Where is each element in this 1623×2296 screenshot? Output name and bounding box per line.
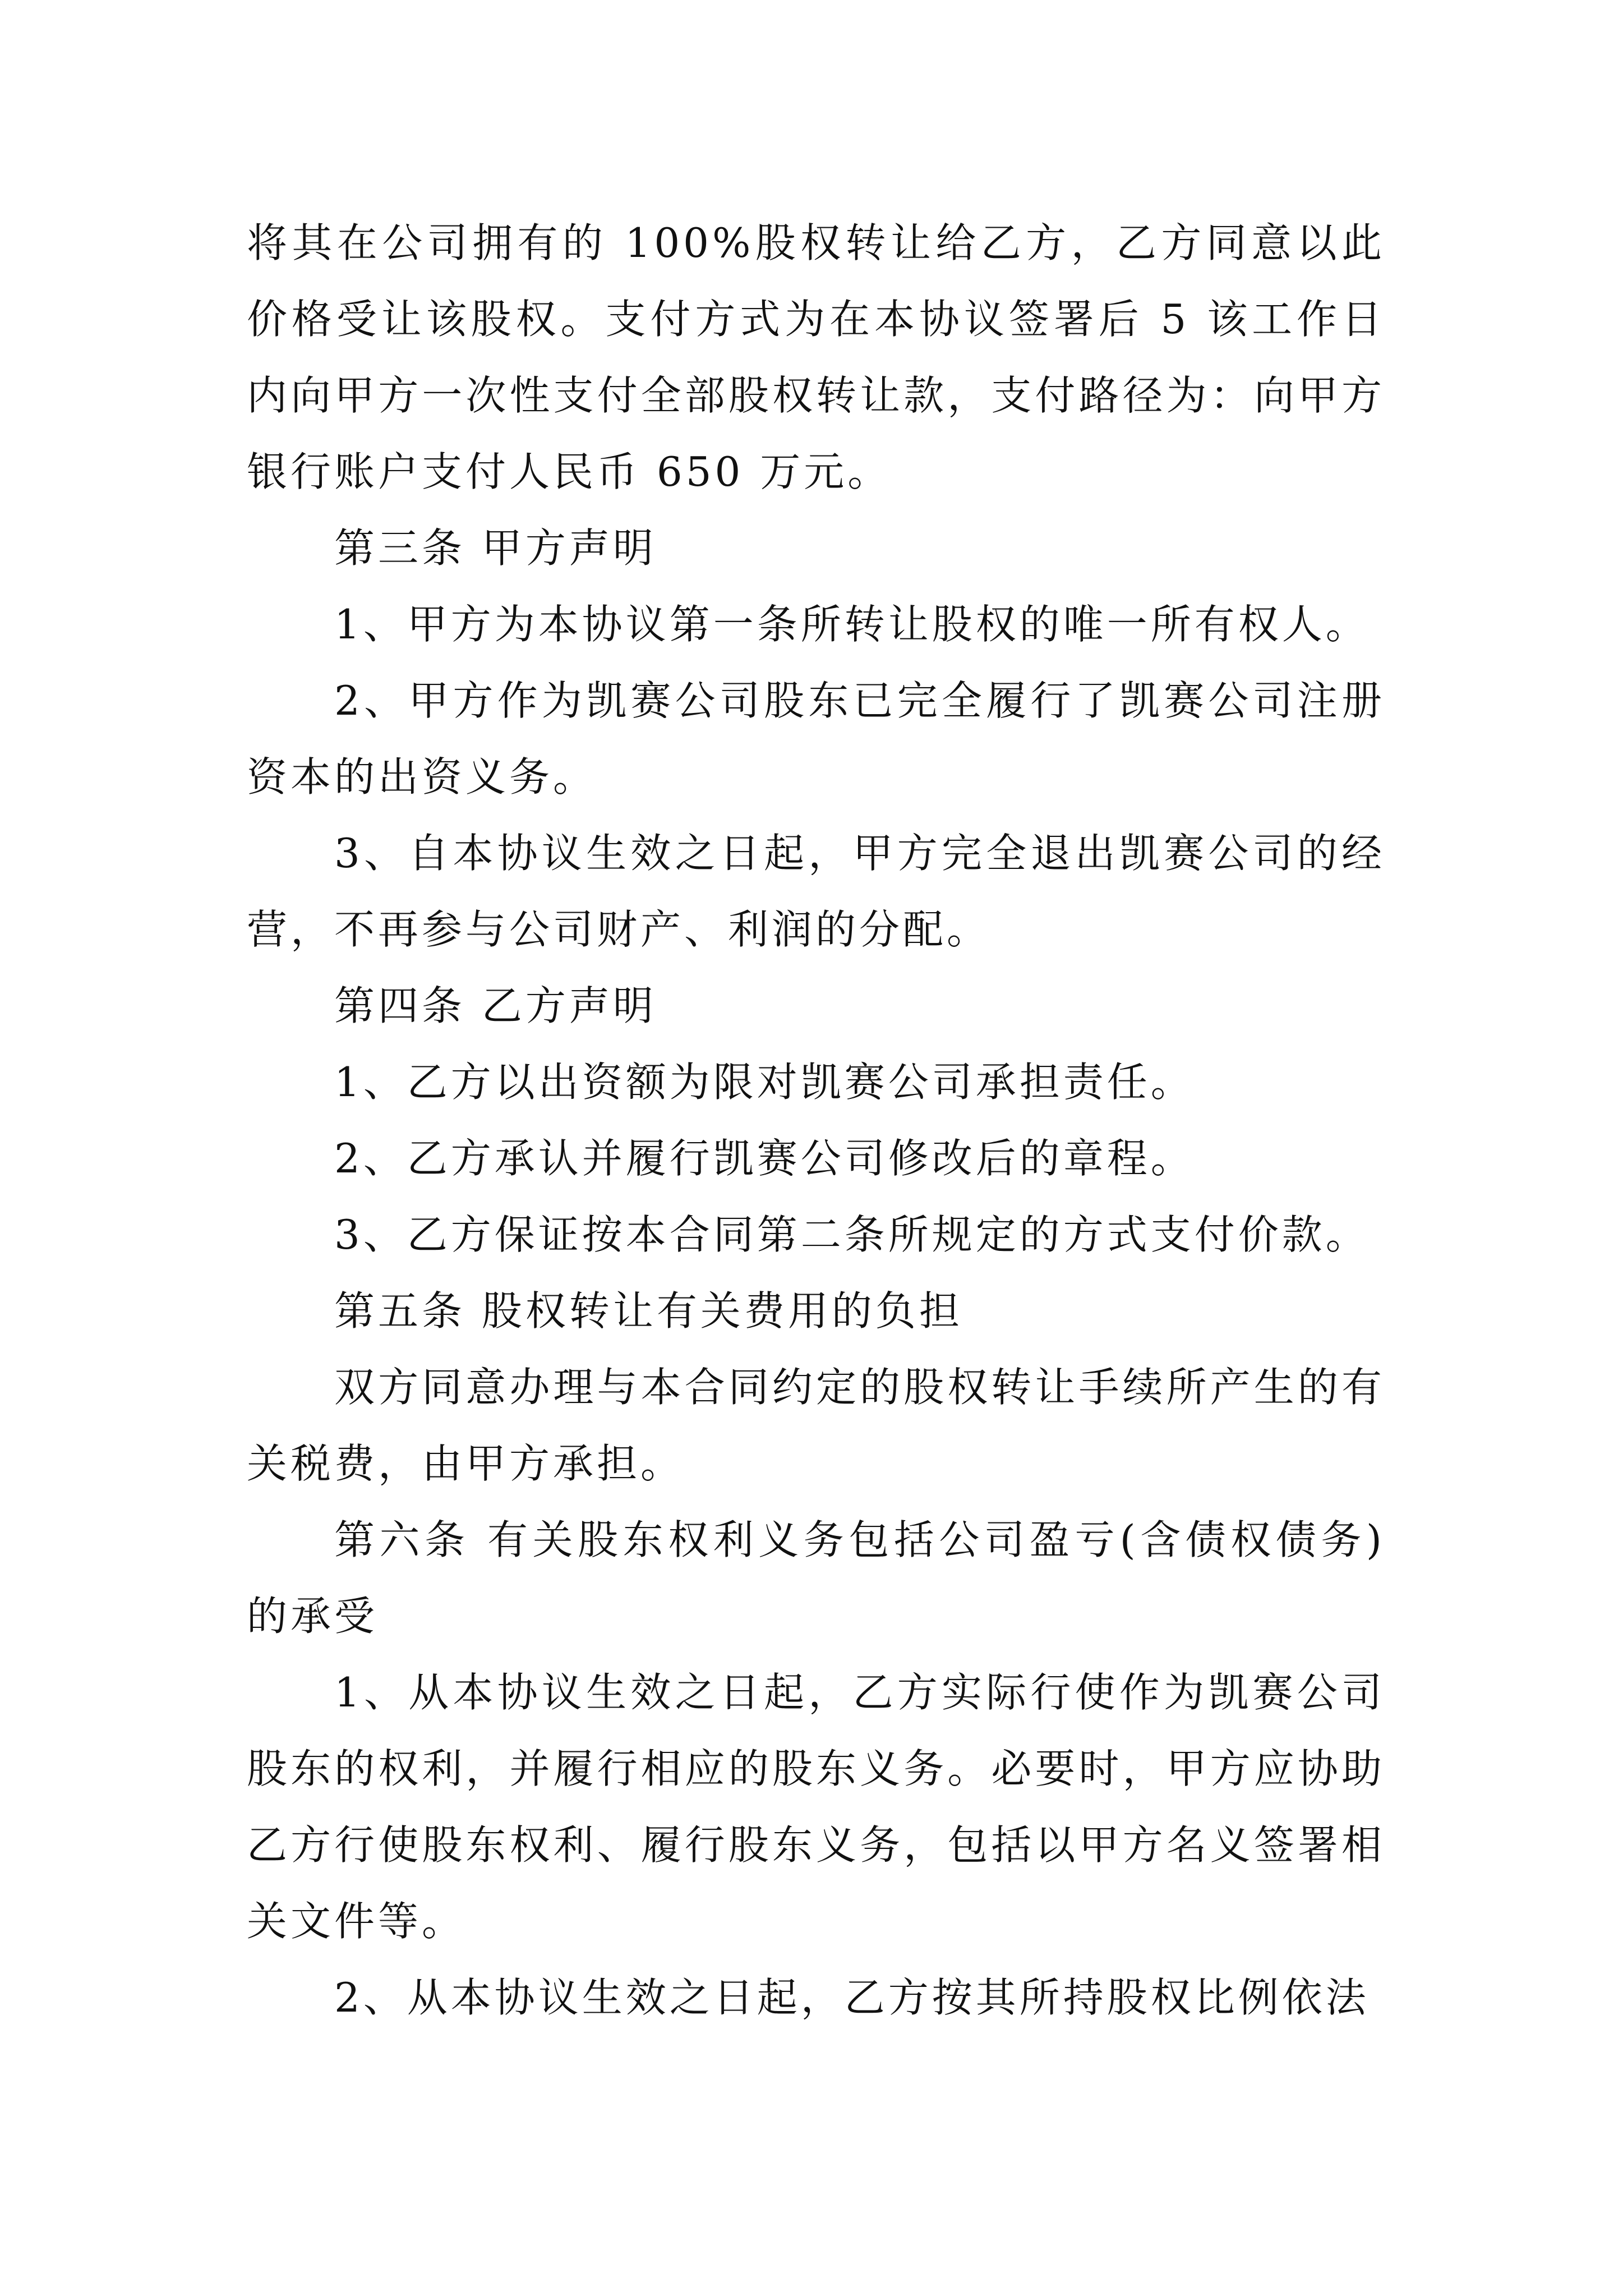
section-heading-article-4: 第四条 乙方声明 [334, 982, 657, 1029]
clause-6-2: 2、从本协议生效之日起，乙方按其所持股权比例依法 [334, 1974, 1370, 2021]
clause-4-2: 2、乙方承认并履行凯赛公司修改后的章程。 [334, 1135, 1195, 1182]
clause-6-1: 1、从本协议生效之日起，乙方实际行使作为凯赛公司股东的权利，并履行相应的股东义务。必要时，甲方应协助乙方行使股东权利、履行股东义务，包括以甲方名义签署相关文件等。 [247, 1669, 1385, 1945]
section-heading-article-6: 第六条 有关股东权利义务包括公司盈亏(含债权债务)的承受 [247, 1516, 1385, 1640]
paragraph-continuation: 将其在公司拥有的 100%股权转让给乙方，乙方同意以此价格受让该股权。支付方式为在本协议签署后 5 该工作日内向甲方一次性支付全部股权转让款，支付路径为：向甲方银行账户支付人民币 650 万元。 [247, 219, 1385, 495]
document-body [247, 205, 1385, 2036]
clause-3-2: 2、甲方作为凯赛公司股东已完全履行了凯赛公司注册资本的出资义务。 [247, 677, 1385, 800]
section-heading-article-5: 第五条 股权转让有关费用的负担 [334, 1287, 963, 1335]
clause-4-1: 1、乙方以出资额为限对凯赛公司承担责任。 [334, 1059, 1195, 1106]
clause-4-3: 3、乙方保证按本合同第二条所规定的方式支付价款。 [334, 1211, 1370, 1258]
clause-5-body: 双方同意办理与本合同约定的股权转让手续所产生的有关税费，由甲方承担。 [247, 1364, 1385, 1487]
clause-3-3: 3、自本协议生效之日起，甲方完全退出凯赛公司的经营，不再参与公司财产、利润的分配。 [247, 830, 1385, 953]
section-heading-article-3: 第三条 甲方声明 [334, 524, 657, 572]
clause-3-1: 1、甲方为本协议第一条所转让股权的唯一所有权人。 [334, 601, 1370, 648]
